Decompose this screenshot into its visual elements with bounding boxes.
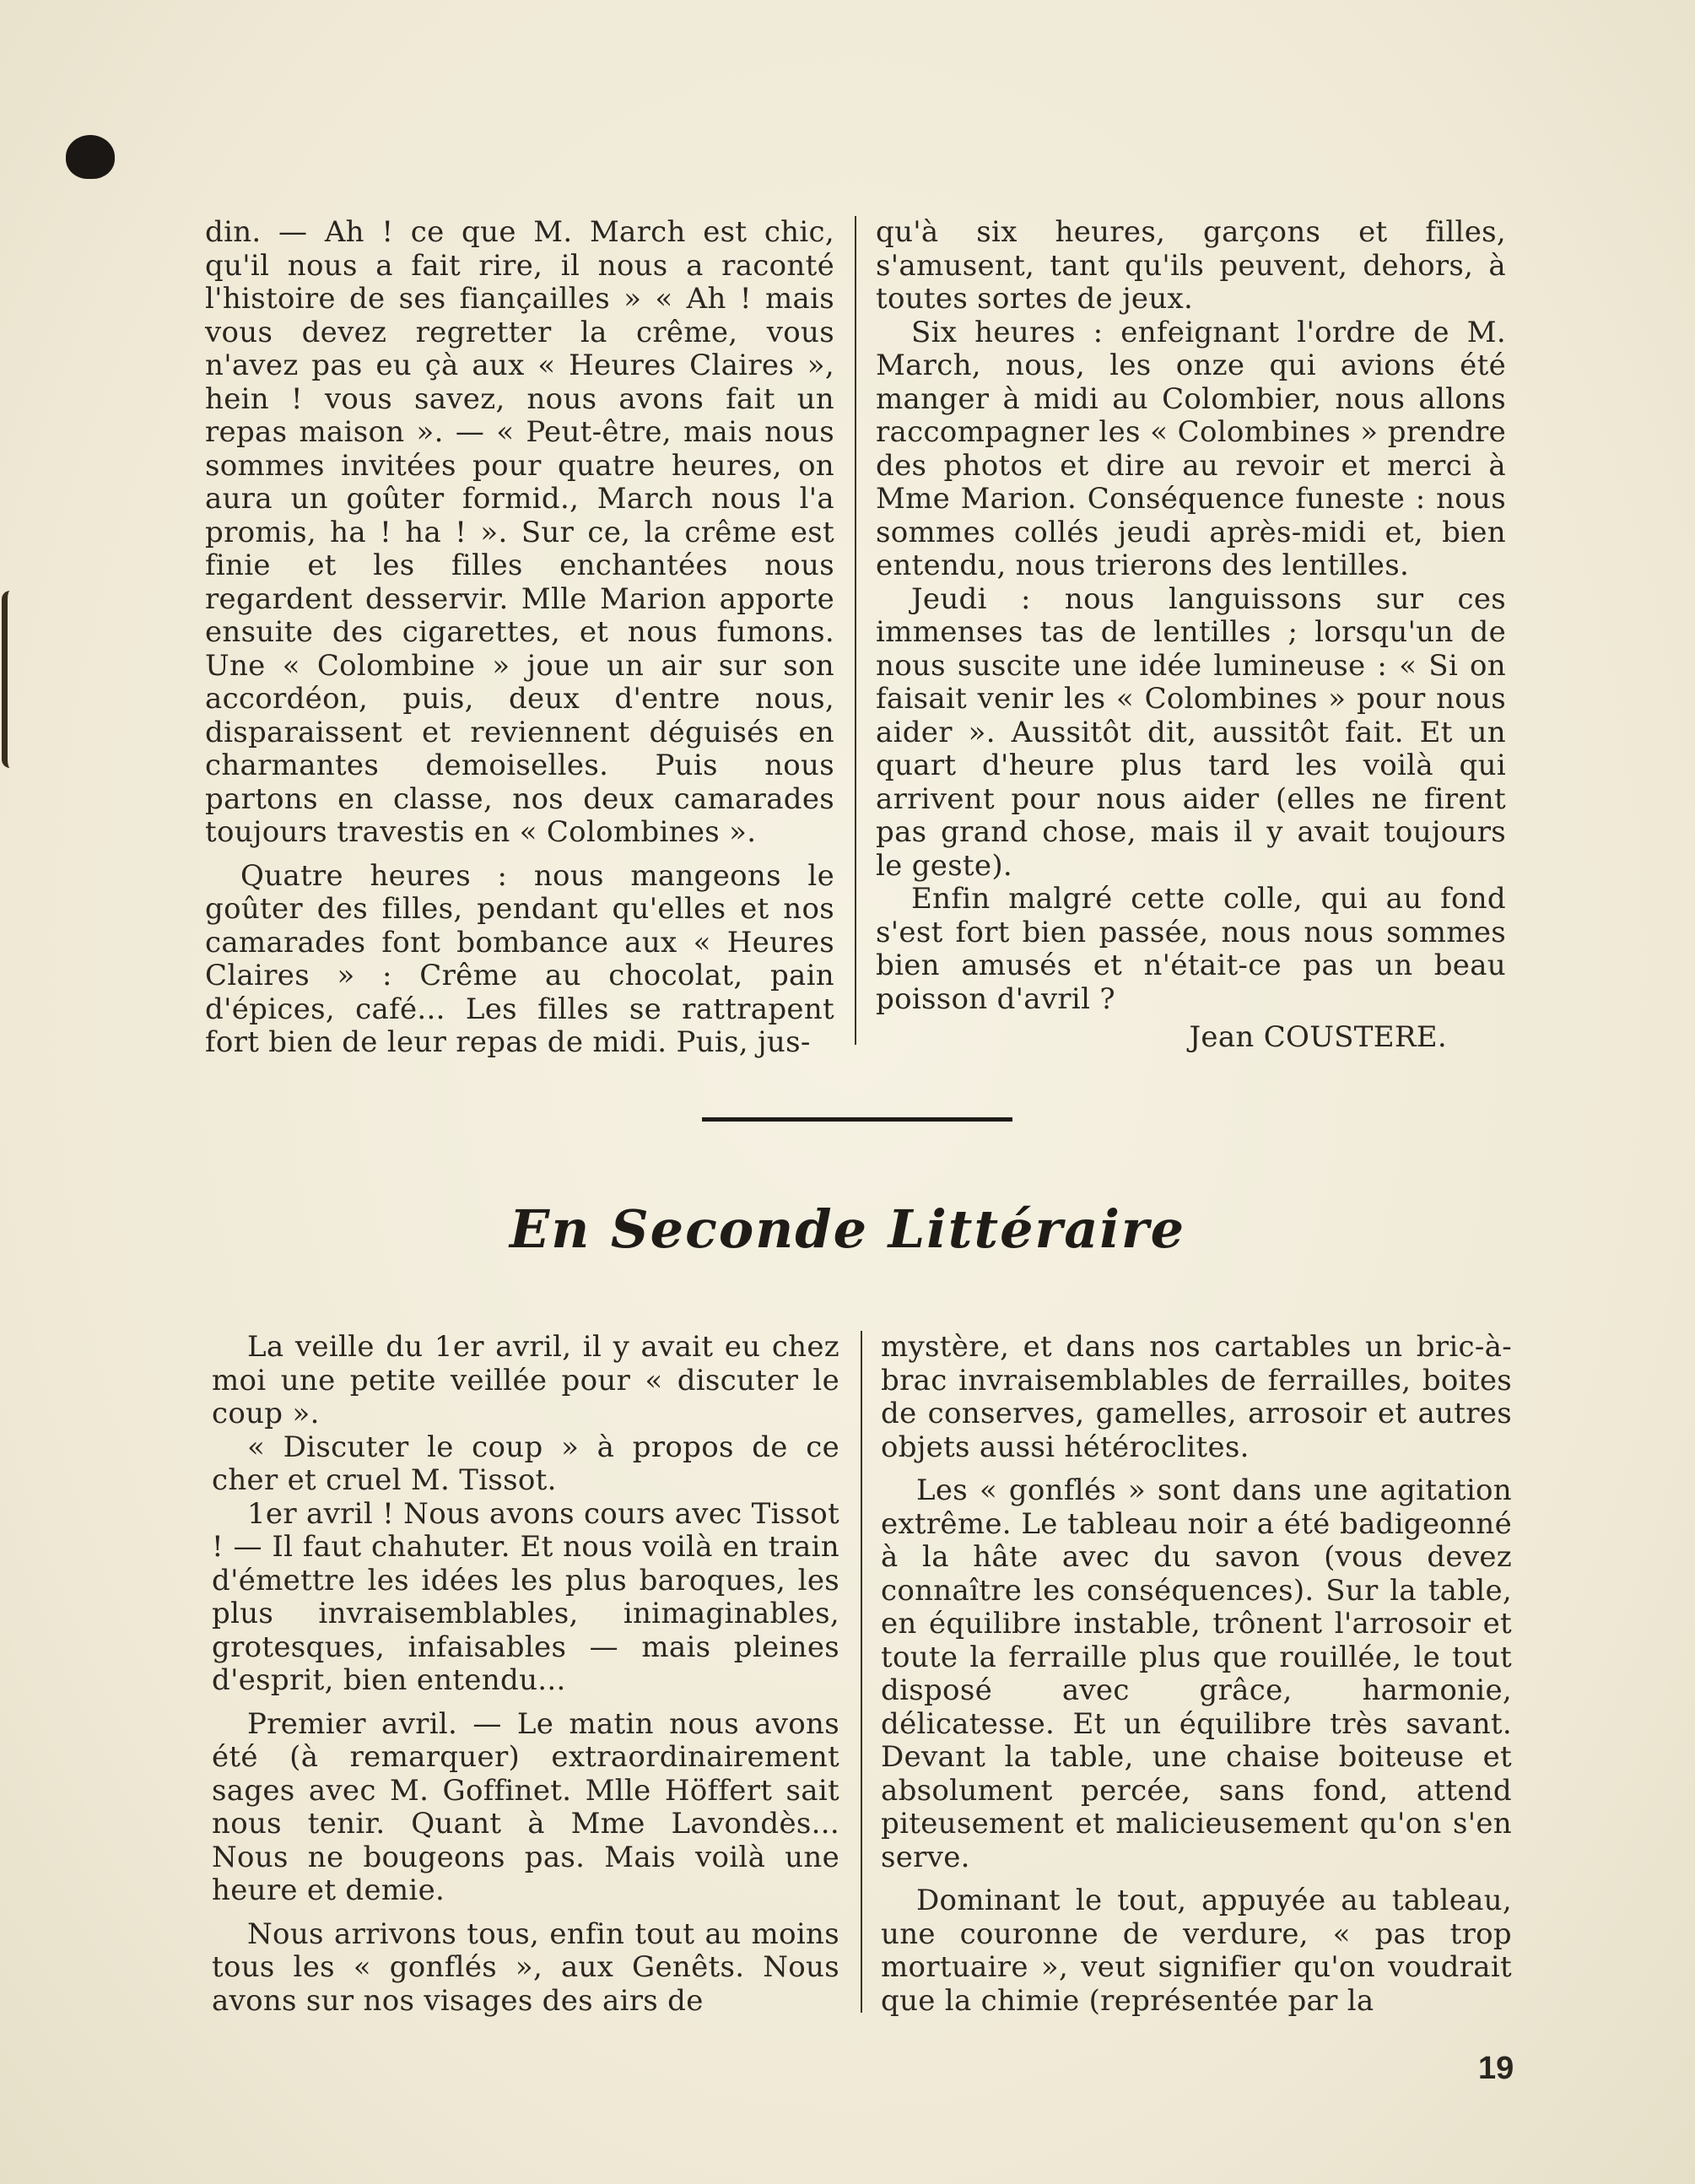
paragraph: Nous arrivons tous, enfin tout au moins tous les « gonflés », aux Genêts. Nous avons sur nos visages des airs de bbox=[212, 1916, 839, 2018]
paragraph: Dominant le tout, appuyée au tableau, une couronne de verdure, « pas trop mortuaire », veut signifier qu'on voudrait que la chimie (représentée par la bbox=[881, 1884, 1512, 2018]
article1-left-column bbox=[205, 216, 834, 1060]
paragraph: 1er avril ! Nous avons cours avec Tissot ! — Il faut chahuter. Et nous voilà en train d'émettre les idées les plus baroques, les plus invraisemblables, inimaginables, grotesques, infaisables — mais pleines d'esprit, bien entendu... bbox=[212, 1496, 839, 1697]
paragraph: din. — Ah ! ce que M. March est chic, qu'il nous a fait rire, il nous a raconté l'histoire de ses fiançailles » « Ah ! mais vous devez regretter la crême, vous n'avez pas eu çà aux « Heures Claires », hein ! vous savez, nous avons fait un repas maison ». — « Peut-être, mais nous sommes invitées pour quatre heures, on aura un goûter formid., March nous l'a promis, ha ! ha ! ». Sur ce, la crême est finie et les filles enchantées nous regardent desservir. Mlle Marion apporte ensuite des cigarettes, et nous fumons. Une « Colombine » joue un air sur son accordéon, puis, deux d'entre nous, disparaissent et reviennent déguisés en charmantes demoiselles. Puis nous partons en classe, nos deux camarades toujours travestis en « Colombines ». bbox=[205, 215, 834, 849]
paragraph: Les « gonflés » sont dans une agitation extrême. Le tableau noir a été badigeonné à la hâte avec du savon (vous devez connaître les conséquences). Sur la table, en équilibre instable, trônent l'arrosoir et toute la ferraille plus que rouillée, le tout disposé avec grâce, harmonie, délicatesse. Et un équilibre très savant. Devant la table, une chaise boiteuse et absolument percée, sans fond, attend piteusement et malicieusement qu'on s'en serve. bbox=[881, 1473, 1512, 1874]
binding-mark bbox=[2, 591, 30, 768]
article-title: En Seconde Littéraire bbox=[509, 1198, 1186, 1260]
paragraph: qu'à six heures, garçons et filles, s'amusent, tant qu'ils peuvent, dehors, à toutes sortes de jeux. bbox=[876, 215, 1506, 316]
column-divider bbox=[855, 216, 856, 1045]
paragraph: Six heures : enfeignant l'ordre de M. March, nous, les onze qui avions été manger à midi au Colombier, nous allons raccompagner les « Colombines » prendre des photos et dire au revoir et merci à Mme Marion. Conséquence funeste : nous sommes collés jeudi après-midi et, bien entendu, nous trierons des lentilles. bbox=[876, 315, 1506, 582]
section-separator bbox=[702, 1117, 1012, 1122]
paragraph: Premier avril. — Le matin nous avons été (à remarquer) extraordinairement sages avec M. Goffinet. Mlle Höffert sait nous tenir. Quant à Mme Lavondès... Nous ne bougeons pas. Mais voilà une heure et demie. bbox=[212, 1706, 839, 1907]
punch-hole bbox=[66, 135, 115, 179]
paragraph: Enfin malgré cette colle, qui au fond s'est fort bien passée, nous nous sommes bien amusés et n'était-ce pas un beau poisson d'avril ? bbox=[876, 882, 1506, 1016]
paragraph: Jeudi : nous languissons sur ces immenses tas de lentilles ; lorsqu'un de nous suscite une idée lumineuse : « Si on faisait venir les « Colombines » pour nous aider ». Aussitôt dit, aussitôt fait. Et un quart d'heure plus tard les voilà qui arrivent pour nous aider (elles ne firent pas grand chose, mais il y avait toujours le geste). bbox=[876, 581, 1506, 883]
paragraph: mystère, et dans nos cartables un bric-à-brac invraisemblables de ferrailles, boites de conserves, gamelles, arrosoir et autres objets aussi hétéroclites. bbox=[881, 1330, 1512, 1464]
column-divider bbox=[861, 1331, 862, 2013]
signature: Jean COUSTERE. bbox=[1189, 1020, 1447, 1054]
article2-left-column bbox=[212, 1331, 839, 2018]
paragraph: Quatre heures : nous mangeons le goûter des filles, pendant qu'elles et nos camarades font bombance aux « Heures Claires » : Crême au chocolat, pain d'épices, café... Les filles se rattrapent fort bien de leur repas de midi. Puis, jus- bbox=[205, 858, 834, 1059]
article1-right-column bbox=[876, 216, 1506, 1055]
paragraph: La veille du 1er avril, il y avait eu chez moi une petite veillée pour « discuter le coup ». bbox=[212, 1330, 839, 1430]
paragraph: « Discuter le coup » à propos de ce cher et cruel M. Tissot. bbox=[212, 1430, 839, 1497]
article2-right-column bbox=[881, 1331, 1512, 2018]
page-number: 19 bbox=[1478, 2051, 1514, 2086]
